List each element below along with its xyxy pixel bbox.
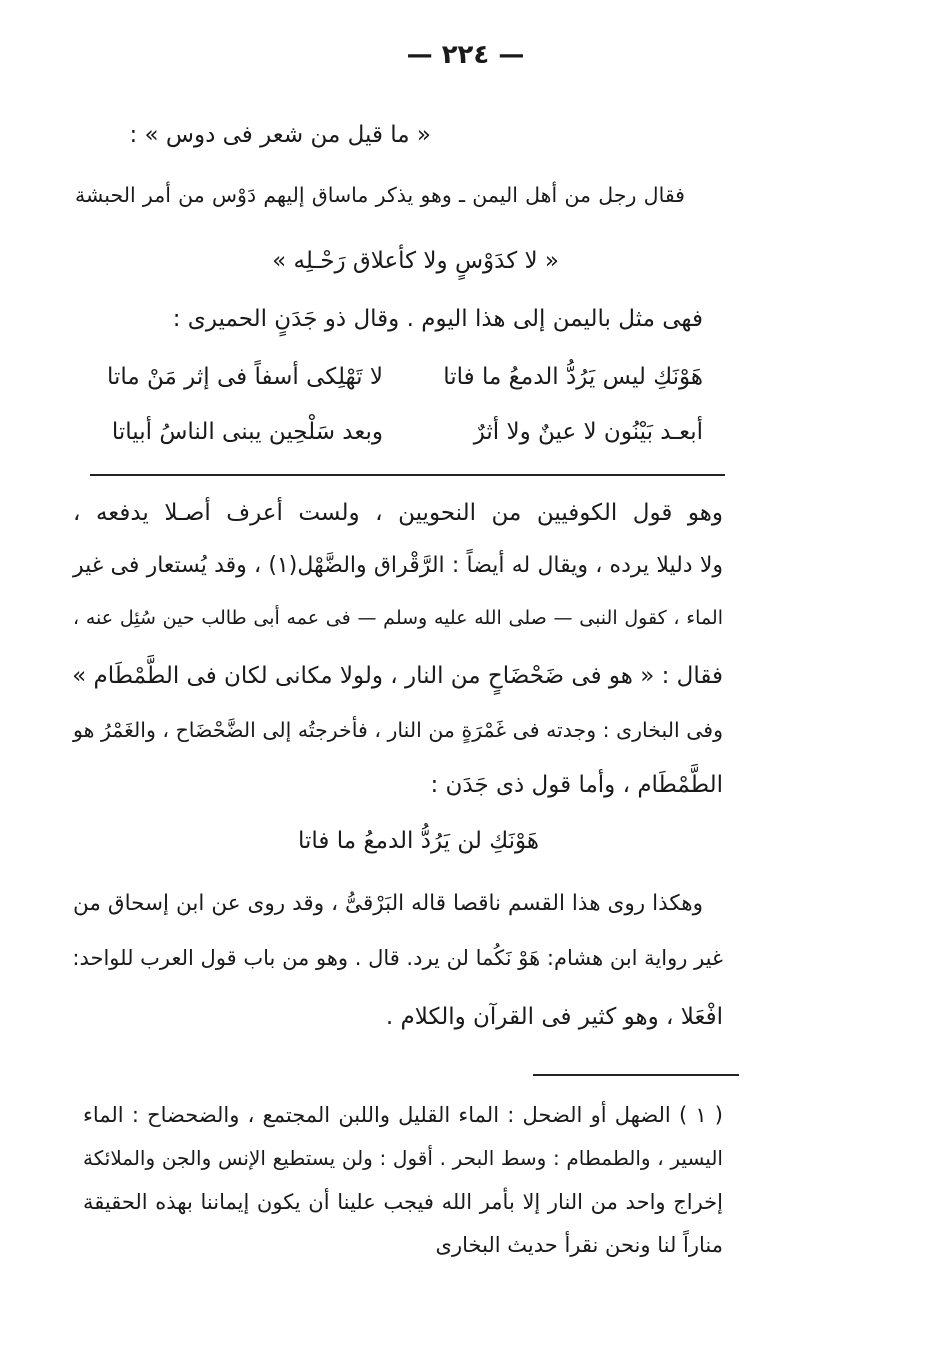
footnote-line-3: إخراج واحد من النار إلا بأمر الله فيجب علينا أن يكون إيماننا بهذه الحقيقة — [83, 1190, 723, 1214]
body-line-9: غير رواية ابن هشام: هَوْ نَكُما لن يرد. قال . وهو من باب قول العرب للواحد: — [72, 946, 723, 970]
body-line-4: فقال : « هو فى ضَحْضَاحٍ من النار ، ولولا مكانى لكان فى الطَّمْطَام » — [72, 663, 723, 689]
footnote-divider — [533, 1074, 739, 1076]
footnote-line-4: مناراً لنا ونحن نقرأ حديث البخارى — [435, 1233, 723, 1257]
section-divider — [90, 474, 725, 476]
body-line-1: وهو قول الكوفيين من النحويين ، ولست أعرف أصـلا يدفعه ، — [73, 500, 723, 526]
upper-line-1: فقال رجل من أهل اليمن ـ وهو يذكر ماساق إليهم دَوْس من أمر الحبشة — [75, 183, 685, 207]
verse-1-hemistich-2: لا تَهْلِكى أسفاً فى إثر مَنْ ماتا — [107, 364, 383, 390]
body-line-10: افْعَلا ، وهو كثير فى القرآن والكلام . — [385, 1004, 723, 1030]
verse-1-hemistich-1: هَوْنَكِ ليس يَرُدُّ الدمعُ ما فاتا — [443, 364, 703, 390]
page-number: — ٢٢٤ — — [406, 40, 525, 70]
verse-2-hemistich-2: وبعد سَلْحِين يبنى الناسُ أبياتا — [111, 419, 383, 445]
body-line-2: ولا دليلا يرده ، ويقال له أيضاً : الرَّقْراق والضَّهْل(١) ، وقد يُستعار فى غير — [73, 553, 723, 578]
body-line-3: الماء ، كقول النبى — صلى الله عليه وسلم — فى عمه أبى طالب حين سُئِل عنه ، — [73, 607, 723, 629]
upper-line-2: « لا كدَوْسٍ ولا كأعلاق رَحْـلِه » — [272, 248, 559, 274]
footnote-line-1: ( ١ ) الضهل أو الضحل : الماء القليل واللبن المجتمع ، والضحضاح : الماء — [83, 1103, 724, 1127]
section-title: « ما قيل من شعر فى دوس » : — [129, 122, 431, 148]
verse-2-hemistich-1: أبعـد بَيْنُون لا عينٌ ولا أثرٌ — [473, 419, 703, 445]
footnote-line-2: اليسير ، والطمطام : وسط البحر . أقول : ولن يستطيع الإنس والجن والملائكة — [83, 1146, 723, 1170]
body-line-8: وهكذا روى هذا القسم ناقصا قاله البَرْقىُّ ، وقد روى عن ابن إسحاق من — [73, 891, 703, 916]
body-verse-quote: هَوْنَكِ لن يَرُدُّ الدمعُ ما فاتا — [298, 828, 539, 854]
upper-line-3: فهى مثل باليمن إلى هذا اليوم . وقال ذو جَدَنٍ الحميرى : — [172, 306, 703, 332]
body-line-6: الطَّمْطَام ، وأما قول ذى جَدَن : — [430, 772, 723, 798]
body-line-5: وفى البخارى : وجدته فى غَمْرَةٍ من النار ، فأخرجتُه إلى الضَّحْضَاح ، والغَمْرُ هو — [73, 718, 723, 742]
